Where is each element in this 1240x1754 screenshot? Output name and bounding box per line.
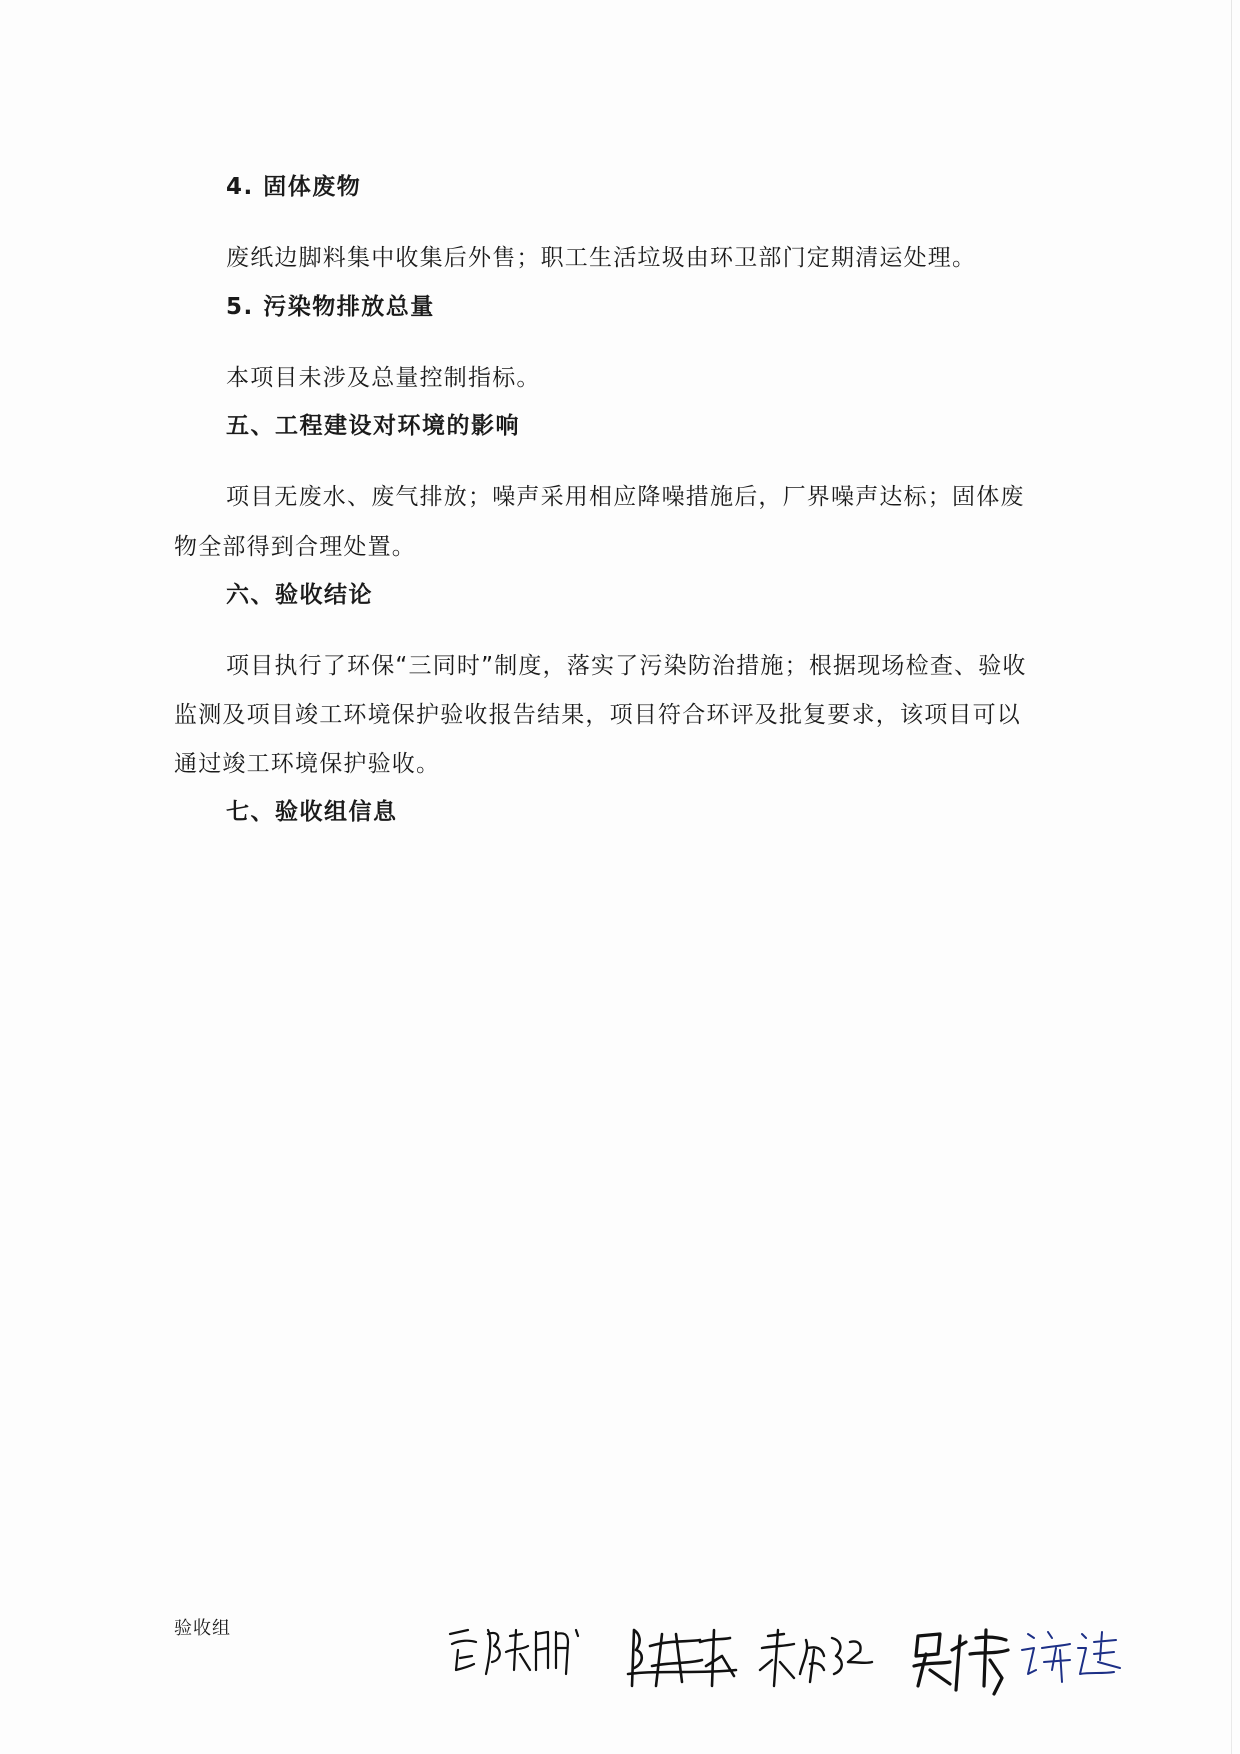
signature-4 xyxy=(914,1630,1008,1694)
section-5-heading: 5. 污染物排放总量 xyxy=(226,294,435,320)
signature-5 xyxy=(1022,1632,1120,1682)
section-six-body-line-3: 通过竣工环境保护验收。 xyxy=(174,751,441,777)
section-5-body: 本项目未涉及总量控制指标。 xyxy=(226,365,541,391)
section-six-body-line-2: 监测及项目竣工环境保护验收报告结果，项目符合环评及批复要求，该项目可以 xyxy=(174,702,1021,728)
section-six-heading: 六、验收结论 xyxy=(226,582,373,608)
section-seven-heading: 七、验收组信息 xyxy=(226,799,398,825)
scan-edge-line xyxy=(1231,0,1232,1754)
section-five-heading: 五、工程建设对环境的影响 xyxy=(226,413,520,439)
signature-2 xyxy=(628,1630,736,1686)
section-4-body: 废纸边脚料集中收集后外售；职工生活垃圾由环卫部门定期清运处理。 xyxy=(226,245,977,271)
acceptance-group-label: 验收组 xyxy=(174,1618,231,1639)
section-six-body-line-1: 项目执行了环保“三同时”制度，落实了污染防治措施；根据现场检查、验收 xyxy=(226,653,1027,679)
section-five-body-line-1: 项目无废水、废气排放；噪声采用相应降噪措施后，厂界噪声达标；固体废 xyxy=(226,484,1025,510)
section-4-heading: 4. 固体废物 xyxy=(226,174,362,200)
signature-3 xyxy=(760,1630,872,1686)
signatures-area xyxy=(430,1590,1230,1740)
signature-1 xyxy=(450,1630,578,1674)
section-five-body-line-2: 物全部得到合理处置。 xyxy=(174,534,416,560)
